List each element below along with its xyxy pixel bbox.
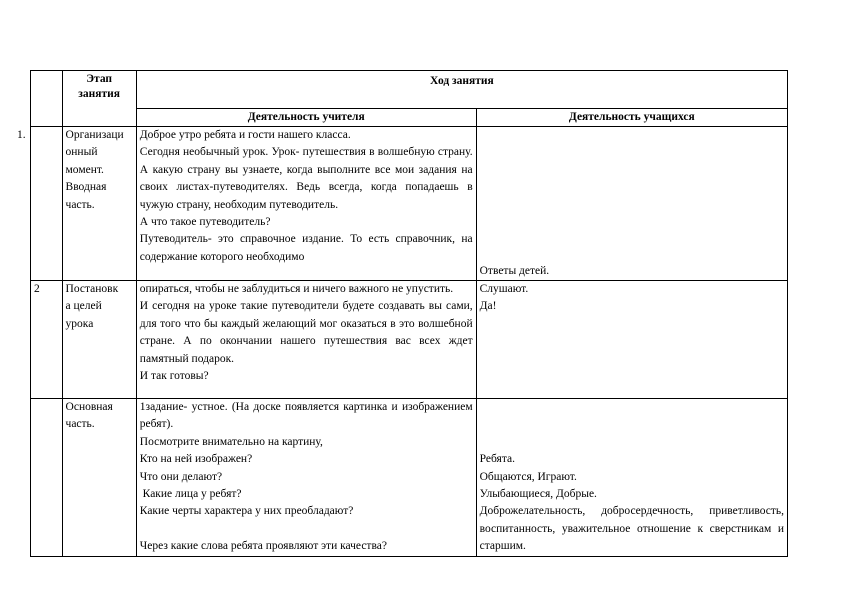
teacher-paragraph: Доброе утро ребята и гости нашего класса. — [139, 129, 351, 141]
header-teacher-activity: Деятельность учителя — [136, 109, 476, 127]
teacher-paragraph: Какие лица у ребят? — [139, 488, 242, 501]
teacher-paragraph: И так готовы? — [139, 370, 209, 383]
header-stage-cell: Этап занятия — [62, 71, 136, 127]
teacher-paragraph: Сегодня необычный урок. Урок- путешествия в волшебную страну. А какую страну вы узнаете, когда выполните все мои задания на своих листах-путеводителях. Ведь всегда, когда попадаешь в чужую страну, необходим путеводитель. — [139, 146, 473, 211]
table-subheader-row — [31, 109, 788, 127]
student-line: Ребята. — [479, 453, 515, 466]
teacher-paragraph: А что такое путеводитель? — [139, 216, 271, 229]
teacher-paragraph: Путеводитель- это справочное издание. То есть справочник, на содержание которого необходимо — [139, 233, 473, 263]
row-number: 2 — [31, 281, 63, 399]
teacher-paragraph: Какие черты характера у них преобладают? — [139, 505, 354, 518]
teacher-activity-cell — [136, 127, 476, 281]
stage-line: часть. — [65, 418, 95, 431]
student-activity-cell — [476, 127, 787, 281]
teacher-paragraph: Через какие слова ребята проявляют эти качества? — [139, 540, 387, 553]
teacher-paragraph: Что они делают? — [139, 470, 223, 483]
stage-cell — [62, 399, 136, 557]
header-course-cell: Ход занятия — [136, 71, 787, 109]
teacher-paragraph: 1задание- устное. (На доске появляется картинка и изображением ребят). — [139, 401, 473, 431]
blank-line — [480, 434, 784, 451]
stage-cell — [62, 281, 136, 399]
student-line: Улыбающиеся, Добрые. — [479, 487, 597, 500]
stage-line: онный — [65, 146, 98, 159]
stage-line: Организаци — [65, 129, 124, 141]
blank-line — [480, 399, 784, 416]
stage-line: момент. — [65, 163, 104, 176]
table-header-row — [31, 71, 788, 109]
student-line: Доброжелательность, добросердечность, приветливость, воспитанность, уважительное отношение к сверстникам и старшим. — [479, 505, 784, 553]
stage-line: часть. — [65, 198, 95, 211]
student-activity-cell — [476, 281, 787, 399]
stage-line: а целей — [65, 300, 102, 313]
row-number — [17, 127, 63, 281]
header-student-activity: Деятельность учащихся — [476, 109, 787, 127]
student-line: Общаются, Играют. — [479, 470, 577, 483]
stage-line: урока — [65, 317, 94, 330]
table-row — [31, 399, 788, 557]
student-activity-cell — [476, 399, 787, 557]
stage-cell — [62, 127, 136, 281]
stage-line: Основная — [65, 401, 113, 413]
teacher-activity-cell — [136, 281, 476, 399]
blank-line — [140, 521, 473, 538]
lesson-plan-table — [17, 70, 788, 557]
blank-line — [480, 416, 784, 433]
student-line: Да! — [479, 300, 497, 313]
student-line: Слушают. — [479, 283, 529, 295]
header-number-cell — [31, 71, 63, 127]
teacher-paragraph: И сегодня на уроке такие путеводители будете создавать вы сами, для того что бы каждый желающий мог оказаться в это волшебной стране. А по окончании нашего путешествия вас всех ждет памятный подарок. — [139, 300, 473, 365]
teacher-activity-cell — [136, 399, 476, 557]
row-number-text: 1. — [17, 129, 26, 141]
table-row — [31, 127, 788, 281]
teacher-paragraph: опираться, чтобы не заблудиться и ничего важного не упустить. — [139, 283, 454, 295]
stage-line: Постановк — [65, 283, 119, 295]
stage-line: Вводная — [65, 181, 107, 194]
table-row — [31, 281, 788, 399]
teacher-paragraph: Кто на ней изображен? — [139, 453, 253, 466]
teacher-paragraph: Посмотрите внимательно на картину, — [139, 435, 323, 448]
row-number — [31, 399, 63, 557]
student-line: Ответы детей. — [479, 264, 550, 277]
